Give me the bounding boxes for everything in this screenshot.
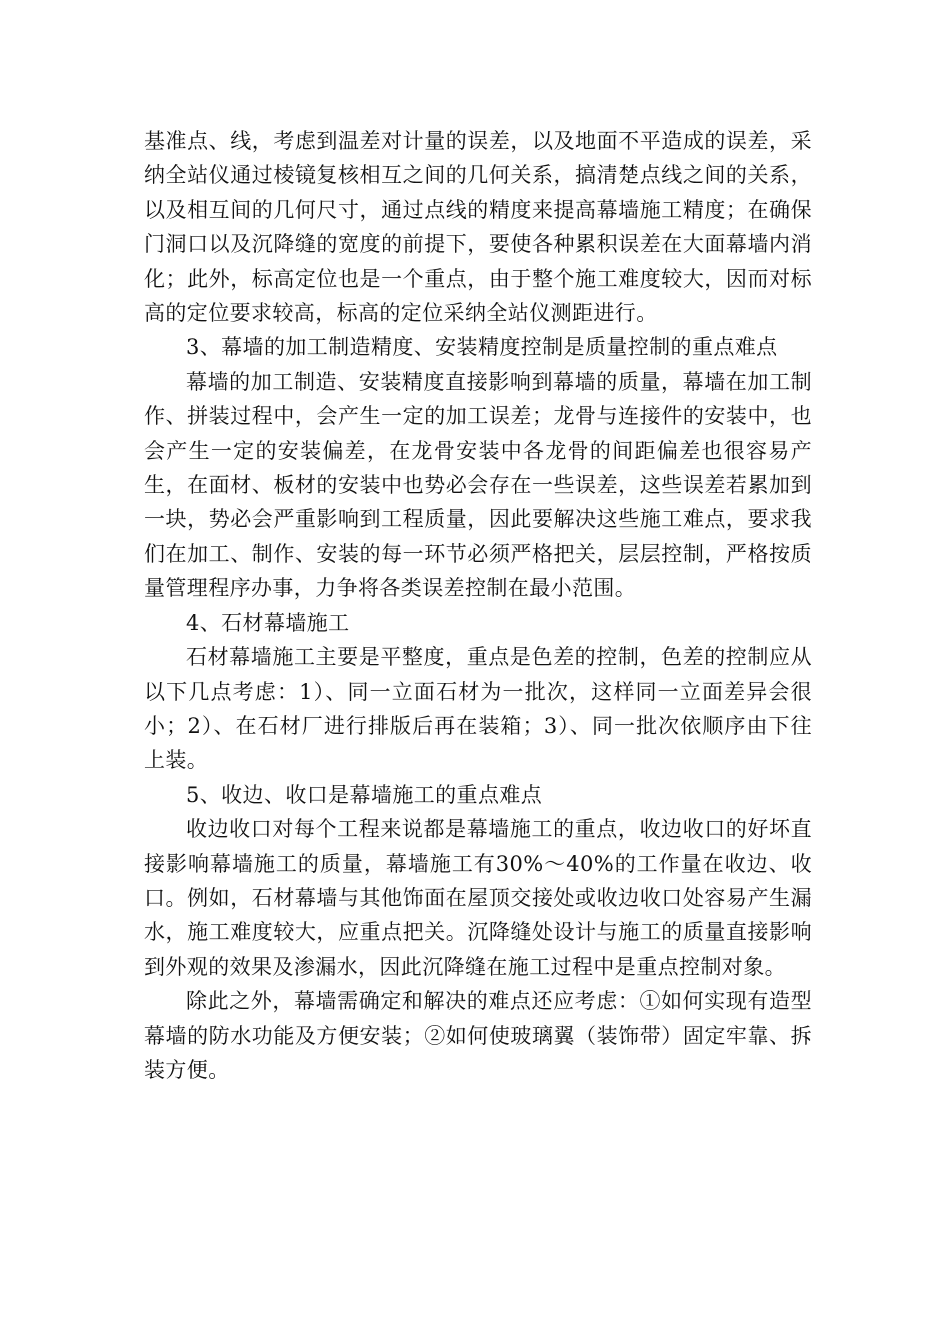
section-heading-3: 3、幕墙的加工制造精度、安装精度控制是质量控制的重点难点 [186,335,778,360]
section-heading-5: 5、收边、收口是幕墙施工的重点难点 [186,782,543,807]
paragraph-other-difficulties: 除此之外，幕墙需确定和解决的难点还应考虑：①如何实现有造型幕墙的防水功能及方便安装；②如何使玻璃翼（装饰带）固定牢靠、拆装方便。 [144,989,812,1082]
paragraph-stone-curtain-wall: 石材幕墙施工主要是平整度，重点是色差的控制，色差的控制应从以下几点考虑：1）、同一立面石材为一批次，这样同一立面差异会很小；2）、在石材厂进行排版后再在装箱；3）、同一批次依顺序由下往上装。 [144,645,812,773]
paragraph-processing-precision: 幕墙的加工制造、安装精度直接影响到幕墙的质量，幕墙在加工制作、拼装过程中，会产生一定的加工误差；龙骨与连接件的安装中，也会产生一定的安装偏差，在龙骨安装中各龙骨的间距偏差也很容易产生，在面材、板材的安装中也势必会存在一些误差，这些误差若累加到一块，势必会严重影响到工程质量，因此要解决这些施工难点，要求我们在加工、制作、安装的每一环节必须严格把关，层层控制，严格按质量管理程序办事，力争将各类误差控制在最小范围。 [144,369,812,601]
section-heading-4: 4、石材幕墙施工 [186,610,350,635]
paragraph-edge-closure: 收边收口对每个工程来说都是幕墙施工的重点，收边收口的好坏直接影响幕墙施工的质量，幕墙施工有30%～40%的工作量在收边、收口。例如，石材幕墙与其他饰面在屋顶交接处或收边收口处容易产生漏水，施工难度较大，应重点把关。沉降缝处设计与施工的质量直接影响到外观的效果及渗漏水，因此沉降缝在施工过程中是重点控制对象。 [144,817,812,979]
paragraph-survey-control: 基准点、线，考虑到温差对计量的误差，以及地面不平造成的误差，采纳全站仪通过棱镜复核相互之间的几何关系，搞清楚点线之间的关系，以及相互间的几何尺寸，通过点线的精度来提高幕墙施工精度；在确保门洞口以及沉降缝的宽度的前提下，要使各种累积误差在大面幕墙内消化；此外，标高定位也是一个重点，由于整个施工难度较大，因而对标高的定位要求较高，标高的定位采纳全站仪测距进行。 [144,129,812,326]
document-page [144,124,812,1087]
